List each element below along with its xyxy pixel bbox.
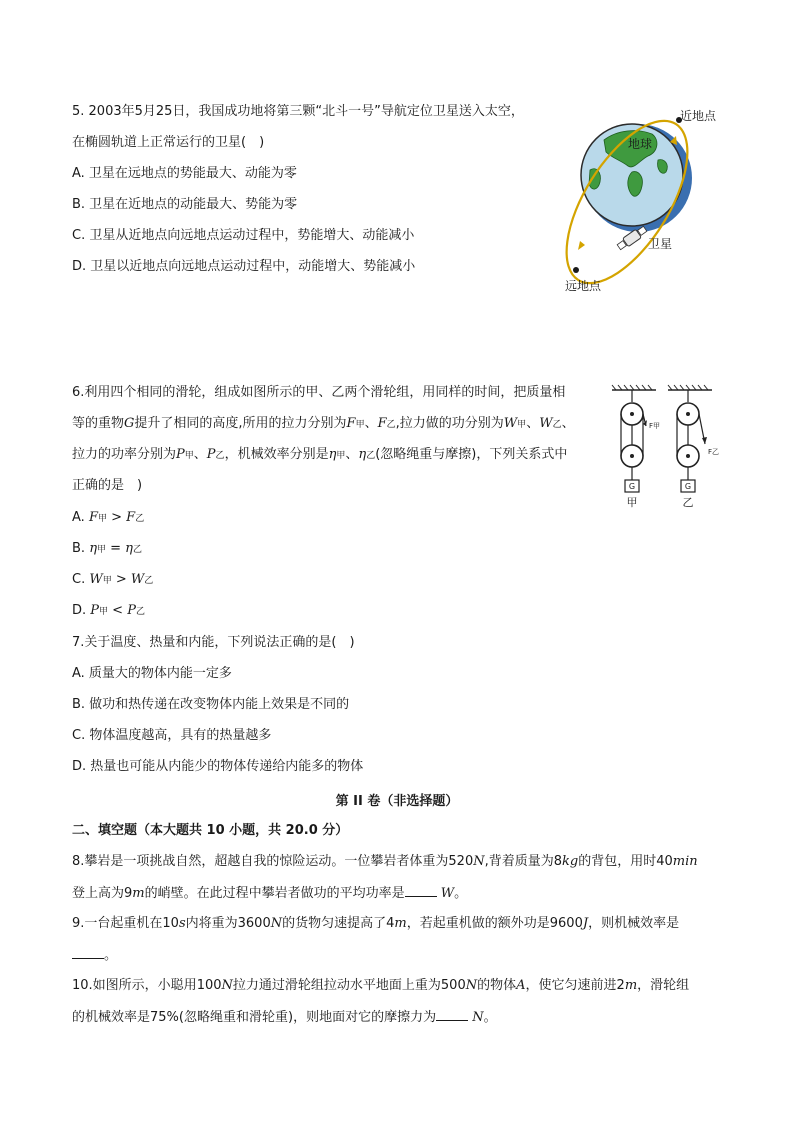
force-label-right: F乙: [708, 448, 720, 456]
q8-value: 40: [656, 854, 673, 869]
q6-comma: 、: [364, 416, 378, 431]
q6-sub-yi: 乙: [132, 545, 142, 555]
q10-text: ，滑轮组: [637, 978, 690, 993]
q9-value: 4: [386, 916, 395, 931]
ceiling-left: [612, 385, 656, 390]
q6-comma: 、: [526, 416, 540, 431]
q10-unit: N: [472, 1010, 484, 1025]
q9-value: 3600: [237, 916, 271, 931]
section-title: 第 II 卷（非选择题）: [335, 794, 459, 809]
q6-sub-yi: 乙: [552, 420, 562, 430]
q9-answer-blank[interactable]: [72, 946, 104, 959]
pulley-label-yi: 乙: [682, 496, 694, 509]
satellite-label: 卫星: [648, 237, 673, 251]
q6-comma: 、: [345, 447, 359, 462]
q8-text: 的峭壁。在此过程中攀岩者做功的平均功率是: [144, 886, 405, 901]
q9-text: 内将重为: [185, 916, 238, 931]
q8-text: 。: [454, 886, 468, 901]
q10-value: 75%: [150, 1010, 179, 1025]
q9-text: 的货物匀速提高了: [282, 916, 387, 931]
q9-unit: J: [582, 916, 589, 931]
q6-option-d: [72, 602, 145, 621]
ceiling-right: [668, 385, 712, 390]
q6-stem-line2: [72, 415, 575, 434]
q6-text: ，机械效率分别是: [224, 447, 329, 462]
q6-sub-yi: 乙: [366, 451, 376, 461]
q9-text: 。: [104, 948, 118, 963]
q5-option-c: C. 卫星从近地点向远地点运动过程中，势能增大、动能减小: [72, 228, 415, 243]
q8-line2: [72, 884, 467, 903]
q5-option-d: D. 卫星以近地点向远地点运动过程中，动能增大、势能减小: [72, 259, 416, 274]
q6-symbol-eta: η: [358, 447, 367, 462]
q10-unit: N: [221, 978, 233, 993]
q6-symbol-F: F: [346, 416, 356, 431]
satellite-orbit-figure: [562, 100, 732, 295]
q6-symbol-F: F: [88, 510, 98, 525]
q5-option-a: A. 卫星在远地点的势能最大、动能为零: [72, 166, 297, 181]
q8-value: 9: [124, 886, 133, 901]
q6-symbol-P: P: [176, 447, 185, 462]
q6-sub-jia: 甲: [96, 545, 106, 555]
q6-sub-yi: 乙: [215, 451, 225, 461]
q6-option-c: [72, 571, 153, 590]
q6-symbol-P: P: [206, 447, 216, 462]
q6-sub-yi: 乙: [386, 420, 396, 430]
q6-symbol-P: P: [127, 603, 136, 618]
q9-unit: N: [270, 916, 283, 931]
pulley-label-jia: 甲: [626, 496, 638, 509]
q10-answer-blank[interactable]: [436, 1008, 468, 1021]
q6-symbol-P: P: [90, 603, 100, 618]
q8-unit: W: [440, 886, 455, 901]
q6-operator: >: [111, 572, 131, 587]
near-point-label: 近地点: [680, 109, 717, 123]
q9-line1: [72, 915, 679, 933]
q10-unit: m: [624, 978, 638, 993]
q10-text: (忽略绳重和滑轮重)，则地面对它的摩擦力为: [178, 1010, 437, 1025]
q6-symbol-W: W: [503, 416, 518, 431]
q9-line2: [72, 946, 117, 965]
q9-value: 10: [162, 916, 179, 931]
q6-stem-line1: 6.利用四个相同的滑轮，组成如图所示的甲、乙两个滑轮组，用同样的时间，把质量相: [72, 385, 566, 400]
q10-line2: [72, 1008, 497, 1027]
q9-unit: s: [178, 916, 186, 931]
q6-symbol-eta: η: [89, 541, 97, 556]
q6-comma: 、: [193, 447, 207, 462]
q5-option-b: B. 卫星在近地点的动能最大、势能为零: [72, 197, 298, 212]
q9-unit: m: [394, 916, 407, 931]
q10-value: 100: [196, 978, 222, 993]
q10-unit: N: [465, 978, 478, 993]
q7-stem: 7.关于温度、热量和内能，下列说法正确的是( ): [72, 635, 355, 650]
q9-text: 9.一台起重机在: [72, 916, 163, 931]
q7-option-a: A. 质量大的物体内能一定多: [72, 666, 232, 681]
q6-symbol-W: W: [89, 572, 103, 587]
q10-text: 的机械效率是: [72, 1010, 151, 1025]
q6-text: ,拉力做的功分别为: [395, 416, 504, 431]
continent-oceania: [628, 172, 643, 197]
q8-unit: min: [672, 854, 698, 869]
q6-symbol-F: F: [126, 510, 136, 525]
earth-label: 地球: [628, 137, 653, 151]
q6-text: 拉力的功率分别为: [72, 447, 177, 462]
q9-text: ，若起重机做的额外功是: [406, 916, 550, 931]
q6-option-prefix: C.: [72, 572, 90, 587]
q10-object: A: [516, 978, 526, 993]
weight-label-right: G: [684, 482, 692, 491]
q6-symbol-W: W: [130, 572, 145, 587]
q6-sub-yi: 乙: [144, 576, 154, 586]
pulley-figure: [608, 382, 728, 510]
q5-stem-line1: 5. 2003年5月25日，我国成功地将第三颗“北斗一号”导航定位卫星送入太空，: [72, 104, 524, 119]
q6-option-a: [72, 509, 144, 528]
q10-text: 的物体: [477, 978, 517, 993]
weight-label-left: G: [628, 482, 636, 491]
q6-sub-yi: 乙: [135, 607, 145, 617]
q9-text: ，则机械效率是: [588, 916, 680, 931]
orbit-arrow-far: [578, 241, 585, 250]
section-subtitle: 二、填空题（本大题共 10 小题，共 20.0 分）: [72, 823, 349, 838]
q6-sub-jia: 甲: [336, 451, 346, 461]
q10-text: ，使它匀速前进: [525, 978, 617, 993]
q6-sub-jia: 甲: [517, 420, 527, 430]
q6-operator: >: [106, 510, 127, 525]
far-point-dot: [573, 267, 579, 273]
q8-line1: [72, 853, 698, 871]
q6-symbol-W: W: [539, 416, 553, 431]
q6-operator: <: [108, 603, 128, 618]
q8-value: 8: [553, 854, 563, 869]
q6-sub-jia: 甲: [97, 514, 107, 524]
q8-text: 8.攀岩是一项挑战自然，超越自我的惊险运动。一位攀岩者体重为: [72, 854, 449, 869]
q10-text: 。: [483, 1010, 497, 1025]
q6-option-prefix: D.: [72, 603, 91, 618]
q6-option-prefix: B.: [72, 541, 90, 556]
q8-text: 登上高为: [72, 886, 125, 901]
q6-symbol-eta: η: [328, 447, 337, 462]
q6-text: 提升了相同的高度,所用的拉力分别为: [134, 416, 347, 431]
q10-text: 拉力通过滑轮组拉动水平地面上重为: [232, 978, 441, 993]
q10-value: 2: [616, 978, 625, 993]
q6-sub-jia: 甲: [99, 607, 109, 617]
q5-stem-line2: 在椭圆轨道上正常运行的卫星( ): [72, 135, 265, 150]
q6-symbol-F: F: [377, 416, 387, 431]
q8-text: 的背包，用时: [578, 854, 657, 869]
q10-line1: [72, 977, 689, 995]
q6-symbol-eta: η: [125, 541, 133, 556]
q7-option-d: D. 热量也可能从内能少的物体传递给内能多的物体: [72, 759, 364, 774]
q8-unit: m: [132, 886, 145, 901]
q6-sub-jia: 甲: [355, 420, 365, 430]
q8-text: ,背着质量为: [484, 854, 554, 869]
q6-stem-line3: [72, 446, 567, 465]
q6-sub-yi: 乙: [135, 514, 145, 524]
q10-text: 10.如图所示，小聪用: [72, 978, 197, 993]
q8-unit: kg: [562, 854, 579, 869]
q6-sub-jia: 甲: [102, 576, 112, 586]
q6-comma: 、: [561, 416, 575, 431]
q9-value: 9600: [549, 916, 583, 931]
q6-text: 等的重物: [72, 416, 125, 431]
q8-answer-blank[interactable]: [405, 884, 437, 897]
far-point-label: 远地点: [565, 279, 602, 293]
q7-option-b: B. 做功和热传递在改变物体内能上效果是不同的: [72, 697, 350, 712]
q6-text: (忽略绳重与摩擦)，下列关系式中: [375, 447, 568, 462]
q6-stem-line4: 正确的是 ): [72, 478, 143, 493]
q7-option-c: C. 物体温度越高，具有的热量越多: [72, 728, 272, 743]
q6-operator: =: [106, 541, 126, 556]
q8-value: 520: [448, 854, 474, 869]
q6-sub-jia: 甲: [184, 451, 194, 461]
q10-value: 500: [440, 978, 466, 993]
q6-symbol-G: G: [124, 416, 135, 431]
force-label-left: F甲: [649, 422, 661, 430]
q6-option-b: [72, 540, 142, 559]
q8-unit: N: [473, 854, 485, 869]
q6-option-prefix: A.: [72, 510, 89, 525]
